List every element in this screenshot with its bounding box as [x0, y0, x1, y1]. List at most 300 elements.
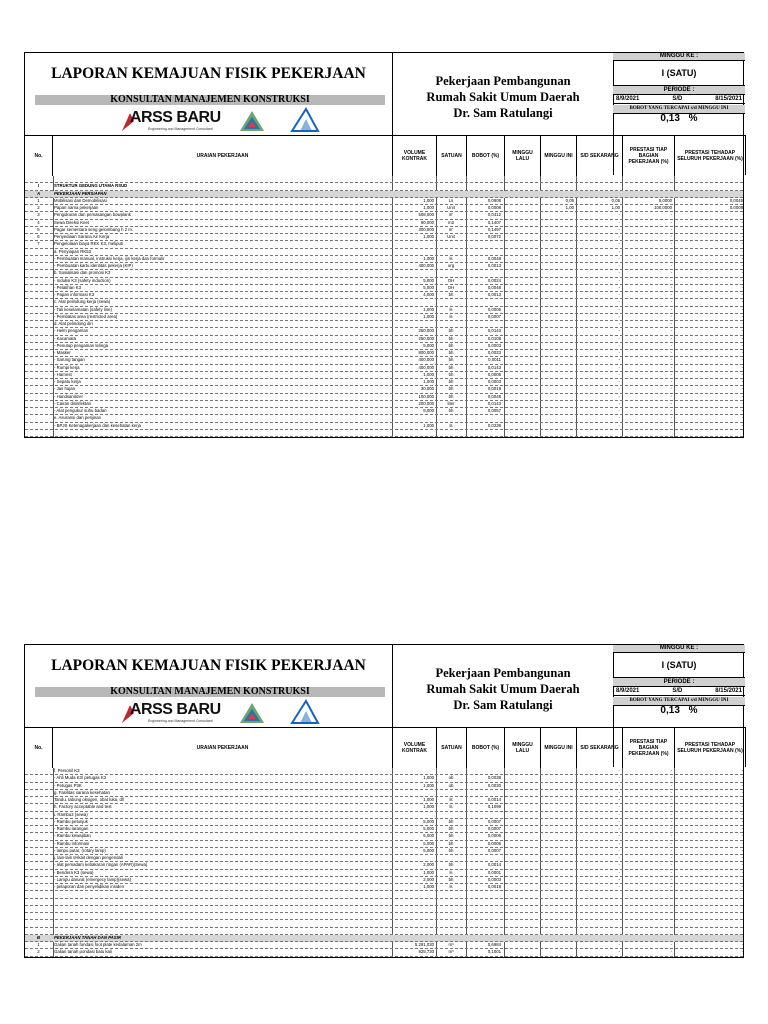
table-row: [25, 928, 743, 935]
cell-satuan: ls: [449, 422, 453, 428]
cell-prestasi-seluruh: -: [741, 386, 743, 392]
cell-no: [25, 365, 52, 371]
cell-satuan: [436, 249, 466, 255]
cell-sd-sekarang: -: [618, 234, 620, 239]
cell-no: [25, 372, 52, 378]
cell-uraian: - Papan informasi K3: [54, 292, 95, 297]
cell-no: [25, 430, 52, 436]
cell-sd-sekarang: [576, 928, 622, 934]
cell-bobot: 0,0048: [487, 393, 501, 399]
table-row: [25, 430, 743, 437]
col-uraian: URAIAN PEKERJAAN: [53, 728, 393, 768]
table-row: [25, 307, 743, 314]
table-body: [24, 768, 744, 958]
cell-prestasi-seluruh: -: [741, 226, 743, 232]
cell-no: [25, 336, 52, 342]
cell-no: 1: [37, 942, 40, 947]
cell-minggu-ini: [540, 423, 576, 429]
cell-no: [25, 408, 52, 414]
cell-bobot: [466, 176, 504, 182]
table-row: [25, 227, 743, 234]
cell-minggu-ini: [540, 241, 576, 247]
table-row: [25, 899, 743, 906]
cell-satuan: bh: [448, 328, 454, 334]
cell-no: [25, 841, 52, 847]
cell-prestasi-seluruh: -: [741, 342, 743, 348]
minggu-ke-value: I (SATU): [613, 653, 745, 678]
cell-prestasi-seluruh: [674, 183, 745, 189]
cell-minggu-ini: [540, 227, 576, 233]
cell-volume: 5,000: [423, 833, 434, 839]
project-line-1: Pekerjaan Pembangunan: [435, 666, 571, 680]
cell-minggu-ini: [540, 321, 576, 327]
cell-prestasi-tiap: -: [670, 371, 672, 377]
cell-uraian: [53, 899, 393, 905]
cell-prestasi-tiap: -: [670, 942, 672, 947]
cell-prestasi-seluruh: -: [741, 379, 743, 384]
cell-prestasi-seluruh: [674, 928, 745, 934]
cell-minggu-lalu: [504, 336, 540, 342]
cell-no: [25, 292, 52, 298]
cell-sd-sekarang: -: [618, 350, 620, 355]
cell-no: [25, 256, 52, 262]
logo-subtext: Engineering and Management Consultant: [148, 719, 213, 723]
cell-bobot: 0,0019: [487, 386, 501, 392]
cell-minggu-lalu: [504, 205, 540, 211]
cell-volume: 400,000: [418, 357, 434, 363]
col-minggu-lalu: MINGGU LALU: [505, 728, 541, 768]
cell-uraian: b. Sosialisasi dan promosi K3: [54, 270, 111, 276]
cell-uraian: Pengelolaan biaya RKK K3, meliputi: [54, 241, 124, 247]
cell-sd-sekarang: -: [618, 299, 620, 305]
cell-bobot: [466, 183, 504, 189]
cell-prestasi-seluruh: [674, 899, 745, 905]
cell-sd-sekarang: -: [618, 328, 620, 334]
cell-no: 7: [37, 241, 40, 247]
cell-bobot: [466, 913, 504, 919]
cell-satuan: Unit: [447, 205, 455, 210]
cell-volume: 800,000: [418, 350, 434, 355]
cell-minggu-lalu: [504, 176, 540, 182]
cell-no: [25, 783, 52, 789]
cell-bobot: 0,0143: [487, 400, 501, 406]
cell-prestasi-tiap: -: [670, 826, 672, 831]
cell-bobot: 0,0030: [487, 782, 501, 788]
cell-minggu-lalu: [504, 350, 540, 356]
cell-prestasi-tiap: -: [670, 335, 672, 341]
cell-uraian: - Rambu larangan: [54, 826, 89, 831]
cell-minggu-ini: [540, 408, 576, 414]
cell-uraian: f. Personil K3: [54, 768, 80, 773]
cell-sd-sekarang: [576, 899, 622, 905]
project-line-3: Dr. Sam Ratulangi: [453, 698, 553, 712]
report-subtitle: KONSULTAN MANAJEMEN KONSTRUKSI: [35, 95, 385, 105]
logo-subtext: Engineering and Management Consultant: [148, 127, 213, 131]
table-row: [25, 270, 743, 277]
cell-prestasi-seluruh: -: [741, 826, 743, 831]
cell-satuan: ls: [449, 869, 453, 875]
cell-satuan: [436, 913, 466, 919]
cell-minggu-ini: [540, 350, 576, 356]
cell-minggu-lalu: [504, 256, 540, 262]
cell-satuan: Ls: [448, 197, 454, 203]
cell-prestasi-seluruh: -: [741, 782, 743, 788]
cell-uraian: - Rambu petunjuk: [54, 818, 88, 824]
cell-uraian: Mobilisasi dan Demobilisasi: [54, 197, 107, 203]
cell-volume: 5,000: [423, 840, 434, 846]
cell-uraian: [53, 176, 393, 182]
cell-bobot: [466, 899, 504, 905]
cell-minggu-lalu: [504, 365, 540, 371]
col-prestasi-tiap: PRESTASI TIAP BAGIAN PEKERJAAN (%): [623, 136, 675, 176]
table-row: [25, 386, 743, 393]
cell-sd-sekarang: -: [618, 241, 620, 247]
cell-sd-sekarang: -: [618, 306, 620, 312]
cell-satuan: m2: [448, 219, 454, 225]
cell-minggu-ini: [540, 249, 576, 255]
cell-prestasi-tiap: -: [670, 357, 672, 363]
cell-uraian: - Handsanitizer: [54, 393, 83, 399]
cell-sd-sekarang: -: [618, 768, 620, 773]
cell-minggu-ini: [540, 877, 576, 883]
cell-prestasi-seluruh: -: [741, 306, 743, 312]
cell-minggu-lalu: [504, 234, 540, 240]
cell-minggu-ini: [540, 848, 576, 854]
table-row: [25, 176, 743, 183]
cell-uraian: - Kacamata: [54, 335, 76, 341]
report-subtitle: KONSULTAN MANAJEMEN KONSTRUKSI: [35, 687, 385, 697]
cell-uraian: - Masker: [54, 350, 71, 355]
cell-volume: [392, 920, 436, 926]
cell-minggu-lalu: [504, 191, 540, 197]
cell-minggu-ini: [540, 299, 576, 305]
cell-uraian: Pengukuran dan pemasangan bowplank: [54, 212, 131, 218]
cell-no: [25, 891, 52, 897]
cell-prestasi-seluruh: -: [741, 350, 743, 355]
table-body: [24, 176, 744, 438]
table-row: [25, 826, 743, 833]
cell-prestasi-tiap: -: [670, 775, 672, 781]
minggu-ke-value: I (SATU): [613, 61, 745, 86]
cell-minggu-ini: [540, 899, 576, 905]
cell-bobot: 0,6984: [487, 942, 501, 947]
cell-prestasi-tiap: -: [670, 408, 672, 413]
cell-minggu-ini: [540, 394, 576, 400]
cell-satuan: [436, 790, 466, 796]
cell-no: [25, 401, 52, 407]
cell-volume: 1,000: [423, 775, 434, 781]
cell-prestasi-seluruh: -: [741, 415, 743, 421]
cell-volume: [392, 241, 436, 247]
cell-uraian: e. Asuransi dan perijinan: [54, 415, 102, 421]
table-row: [25, 234, 743, 241]
cell-prestasi-tiap: -: [670, 811, 672, 817]
cell-volume: 1,000: [423, 234, 434, 239]
cell-satuan: bh: [448, 393, 454, 399]
cell-sd-sekarang: -: [618, 219, 620, 225]
cell-minggu-lalu: [504, 299, 540, 305]
cell-minggu-lalu: [504, 321, 540, 327]
cell-no: [25, 870, 52, 876]
cell-prestasi-seluruh: -: [741, 869, 743, 875]
cell-uraian: [53, 430, 393, 436]
cell-sd-sekarang: -: [618, 386, 620, 392]
periode-label: PERIODE :: [613, 678, 745, 687]
cell-volume: 1,000: [423, 884, 434, 889]
cell-prestasi-tiap: [622, 899, 674, 905]
cell-satuan: [436, 768, 466, 774]
cell-sd-sekarang: -: [618, 789, 620, 795]
cell-bobot: [466, 920, 504, 926]
table-row: [25, 256, 743, 263]
cell-minggu-ini: [540, 891, 576, 897]
cell-minggu-lalu: [504, 198, 540, 204]
cell-prestasi-seluruh: -: [741, 335, 743, 341]
table-row: [25, 906, 743, 913]
cell-no: [25, 826, 52, 832]
cell-volume: 5,000: [423, 818, 434, 824]
col-volume: VOLUME KONTRAK: [393, 136, 437, 176]
cell-minggu-ini: [540, 841, 576, 847]
cell-sd-sekarang: -: [618, 862, 620, 868]
cell-volume: 30,000: [420, 386, 434, 392]
cell-prestasi-seluruh: -: [741, 284, 743, 290]
cell-volume: 508,000: [418, 212, 434, 218]
cell-prestasi-seluruh: -: [741, 313, 743, 319]
project-title: [393, 73, 613, 121]
cell-prestasi-tiap: [622, 176, 674, 182]
cell-minggu-lalu: [504, 920, 540, 926]
cell-prestasi-seluruh: [674, 920, 745, 926]
cell-sd-sekarang: -: [618, 855, 620, 860]
periode-to: 8/15/2021: [715, 688, 742, 694]
cell-prestasi-tiap: -: [670, 768, 672, 773]
cell-minggu-ini: [540, 328, 576, 334]
cell-minggu-lalu: [504, 826, 540, 832]
cell-bobot: 0,0005: [487, 306, 501, 312]
cell-bobot: 0,0143: [487, 328, 501, 334]
cell-volume: 2,000: [423, 862, 434, 868]
cell-minggu-ini: [540, 884, 576, 890]
periode-range: [613, 95, 745, 104]
cell-prestasi-tiap: -: [670, 869, 672, 875]
cell-prestasi-tiap: -: [670, 219, 672, 225]
cell-volume: 5.291,030: [414, 942, 434, 947]
table-row: [25, 343, 743, 350]
cell-bobot: [466, 270, 504, 276]
cell-volume: 250,000: [418, 328, 434, 334]
cell-volume: [392, 899, 436, 905]
cell-prestasi-seluruh: -: [741, 234, 743, 239]
cell-volume: 1,000: [423, 371, 434, 377]
cell-bobot: 0,0908: [487, 197, 501, 203]
cell-minggu-lalu: [504, 949, 540, 955]
table-row: [25, 278, 743, 285]
cell-sd-sekarang: -: [618, 371, 620, 377]
cell-prestasi-tiap: -: [670, 393, 672, 399]
cell-minggu-ini: [540, 401, 576, 407]
cell-prestasi-tiap: -: [670, 949, 672, 955]
cell-no: [25, 920, 52, 926]
cell-prestasi-tiap: [622, 928, 674, 934]
table-row: [25, 191, 743, 198]
cell-satuan: [436, 183, 466, 189]
cell-minggu-ini: [540, 191, 576, 197]
col-minggu-ini: MINGGU INI: [541, 136, 577, 176]
cell-no: [25, 906, 52, 912]
cell-satuan: [436, 321, 466, 327]
table-row: [25, 357, 743, 364]
cell-minggu-ini: [540, 862, 576, 868]
cell-prestasi-tiap: -: [670, 321, 672, 326]
cell-bobot: [466, 891, 504, 897]
cell-minggu-lalu: [504, 292, 540, 298]
cell-minggu-lalu: [504, 819, 540, 825]
cell-no: 4: [37, 219, 40, 225]
cell-prestasi-tiap: [622, 906, 674, 912]
cell-satuan: m': [448, 212, 454, 218]
cell-prestasi-tiap: -: [670, 234, 672, 239]
cell-sd-sekarang: -: [618, 342, 620, 348]
cell-minggu-ini: [540, 357, 576, 363]
cell-volume: [392, 913, 436, 919]
cell-minggu-ini: [540, 379, 576, 385]
cell-minggu-ini: [540, 855, 576, 861]
cell-minggu-lalu: [504, 935, 540, 941]
table-row: [25, 415, 743, 422]
cell-satuan: [436, 430, 466, 436]
cell-satuan: bh: [448, 379, 454, 384]
cell-no: [25, 249, 52, 255]
cell-minggu-lalu: [504, 797, 540, 803]
table-row: [25, 285, 743, 292]
report-title: LAPORAN KEMAJUAN FISIK PEKERJAAN: [51, 65, 366, 82]
cell-satuan: [436, 920, 466, 926]
cell-uraian: - Sarung tangan: [54, 357, 85, 363]
cell-prestasi-seluruh: -: [741, 942, 743, 947]
cell-bobot: [466, 321, 504, 327]
col-prestasi-tiap: PRESTASI TIAP BAGIAN PEKERJAAN (%): [623, 728, 675, 768]
cell-satuan: bh: [448, 862, 454, 868]
cell-sd-sekarang: -: [618, 335, 620, 341]
cell-minggu-ini: [540, 826, 576, 832]
cell-prestasi-seluruh: 0,0008: [729, 205, 743, 210]
cell-minggu-lalu: [504, 423, 540, 429]
cell-minggu-ini: [540, 833, 576, 839]
column-headers: [24, 135, 746, 175]
cell-uraian: j. lain-lain terkait dengan pengendali: [54, 855, 123, 860]
cell-uraian: - Pelatihan K3: [54, 284, 81, 290]
cell-satuan: [436, 928, 466, 934]
cell-sd-sekarang: -: [618, 313, 620, 319]
cell-satuan: bh: [448, 386, 454, 392]
cell-satuan: [436, 299, 466, 305]
col-sd-sekarang: S/D SEKARANG: [577, 728, 623, 768]
cell-minggu-lalu: [504, 372, 540, 378]
cell-prestasi-tiap: -: [670, 876, 672, 882]
cell-satuan: ls: [449, 255, 453, 261]
cell-bobot: 0,0014: [487, 862, 501, 868]
cell-satuan: bh: [448, 826, 454, 831]
cell-bobot: 0,0003: [487, 342, 501, 348]
cell-volume: [392, 790, 436, 796]
logo-strip: [120, 699, 350, 725]
cell-uraian: - Alat pengukur suhu badan: [54, 408, 107, 413]
cell-volume: [392, 321, 436, 327]
cell-bobot: 0,0007: [487, 847, 501, 853]
cell-minggu-lalu: [504, 401, 540, 407]
cell-uraian: Penyediaan Sarana Air Kerja: [54, 234, 110, 239]
cell-minggu-lalu: [504, 833, 540, 839]
cell-sd-sekarang: [576, 430, 622, 436]
cell-prestasi-tiap: -: [670, 342, 672, 348]
cell-sd-sekarang: -: [618, 226, 620, 232]
table-row: [25, 935, 743, 942]
col-prestasi-seluruh: PRESTASI TEHADAP SELURUH PEKERJAAN (%): [677, 742, 743, 754]
cell-uraian: PEKERJAAN TANAH DAN PASIR: [54, 934, 121, 940]
cell-satuan: ls: [449, 306, 453, 312]
col-bobot: BOBOT (%): [467, 136, 505, 176]
cell-no: [25, 285, 52, 291]
cell-sd-sekarang: -: [618, 782, 620, 788]
cell-uraian: - Ahli Muda K3/ petugas K3: [54, 775, 107, 781]
cell-no: [25, 423, 52, 429]
cell-uraian: [53, 891, 393, 897]
cell-prestasi-seluruh: -: [741, 219, 743, 225]
cell-uraian: - Rambu kewajiban: [54, 833, 91, 839]
cell-no: [25, 768, 52, 774]
cell-volume: [392, 855, 436, 861]
cell-sd-sekarang: -: [618, 847, 620, 853]
cell-uraian: Galian tanah pondasi batu kali: [54, 949, 112, 955]
cell-prestasi-tiap: -: [670, 415, 672, 421]
cell-sd-sekarang: -: [618, 876, 620, 882]
cell-bobot: 0,0038: [487, 775, 501, 781]
col-uraian: URAIAN PEKERJAAN: [53, 136, 393, 176]
cell-minggu-ini: [540, 783, 576, 789]
cell-prestasi-tiap: -: [670, 248, 672, 254]
cell-minggu-lalu: [504, 227, 540, 233]
cell-uraian: - Pembuatan kartu identitas pekerja (KIP): [54, 263, 133, 268]
cell-satuan: m³: [448, 949, 454, 955]
cell-minggu-ini: [540, 935, 576, 941]
col-satuan: SATUAN: [437, 728, 467, 768]
cell-satuan: [436, 270, 466, 276]
cell-prestasi-seluruh: -: [741, 408, 743, 413]
cell-no: [25, 321, 52, 327]
minggu-ke-label: MINGGU KE :: [613, 645, 745, 653]
cell-bobot: [466, 855, 504, 861]
cell-sd-sekarang: -: [618, 942, 620, 947]
table-row: [25, 321, 743, 328]
cell-minggu-lalu: [504, 270, 540, 276]
cell-satuan: OH: [447, 284, 455, 290]
table-row: [25, 891, 743, 898]
cell-satuan: bh: [448, 364, 454, 370]
cell-satuan: ls: [449, 313, 453, 319]
cell-sd-sekarang: -: [618, 811, 620, 817]
cell-minggu-ini: [540, 870, 576, 876]
cell-prestasi-tiap: [622, 430, 674, 436]
cell-uraian: a. Penyiapan RK53: [54, 248, 92, 254]
cell-prestasi-seluruh: -: [741, 949, 743, 955]
table-row: [25, 249, 743, 256]
cell-minggu-ini: 1,00: [565, 205, 574, 210]
cell-bobot: 0,0072: [487, 234, 501, 239]
cell-prestasi-tiap: -: [670, 277, 672, 283]
cell-satuan: [436, 191, 466, 197]
cell-satuan: org: [447, 263, 455, 268]
